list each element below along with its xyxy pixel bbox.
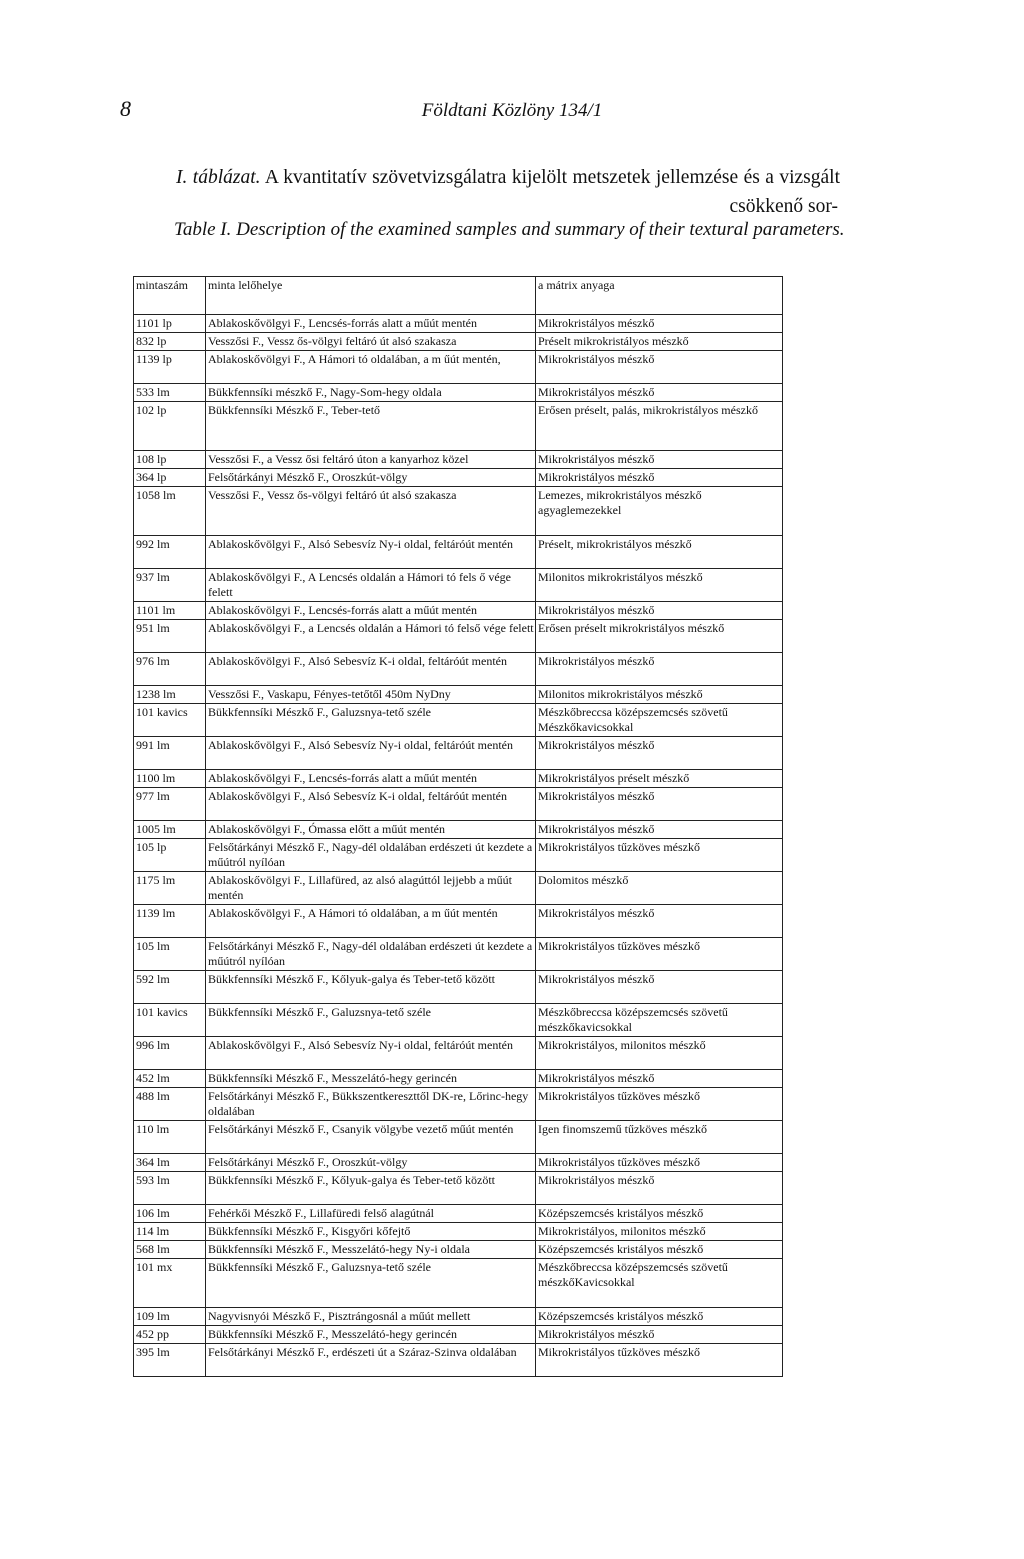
cell-sample-id: 1139 lp: [134, 351, 206, 384]
table-row: [134, 872, 783, 905]
cell-matrix: Középszemcsés kristályos mészkő: [536, 1308, 783, 1326]
cell-sample-id: 976 lm: [134, 653, 206, 686]
cell-matrix: Lemezes, mikrokristályos mészkő agyaglemezekkel: [536, 487, 783, 536]
header-sample-id: mintaszám: [134, 277, 206, 315]
table-row: [134, 1259, 783, 1308]
cell-sample-id: 593 lm: [134, 1172, 206, 1205]
cell-location: Bükkfennsíki Mészkő F., Galuzsnya-tető széle: [206, 1259, 536, 1308]
cell-matrix: Mikrokristályos mészkő: [536, 971, 783, 1004]
cell-sample-id: 488 lm: [134, 1088, 206, 1121]
cell-matrix: Mikrokristályos mészkő: [536, 451, 783, 469]
cell-location: Vesszősi F., Vessz ős-völgyi feltáró út alsó szakasza: [206, 487, 536, 536]
cell-sample-id: 105 lm: [134, 938, 206, 971]
cell-sample-id: 101 mx: [134, 1259, 206, 1308]
cell-location: Fehérkői Mészkő F., Lillafüredi felső alagútnál: [206, 1205, 536, 1223]
cell-matrix: Erősen préselt, palás, mikrokristályos mészkő: [536, 402, 783, 451]
table-row: [134, 1241, 783, 1259]
table-row: [134, 469, 783, 487]
cell-sample-id: 1058 lm: [134, 487, 206, 536]
caption-english: Table I. Description of the examined samples and summary of their textural parameters.: [174, 219, 845, 240]
cell-location: Ablakoskővölgyi F., Lencsés-forrás alatt a műút mentén: [206, 770, 536, 788]
cell-location: Bükkfennsíki Mészkő F., Messzelátó-hegy gerincén: [206, 1326, 536, 1344]
cell-sample-id: 1139 lm: [134, 905, 206, 938]
cell-location: Nagyvisnyói Mészkő F., Pisztrángosnál a műút mellett: [206, 1308, 536, 1326]
cell-location: Ablakoskővölgyi F., A Hámori tó oldalában, a m űút mentén,: [206, 351, 536, 384]
cell-matrix: Mikrokristályos mészkő: [536, 1070, 783, 1088]
table-header-row: [134, 277, 783, 315]
cell-sample-id: 1101 lm: [134, 602, 206, 620]
table-row: [134, 487, 783, 536]
cell-matrix: Mikrokristályos mészkő: [536, 1326, 783, 1344]
table-row: [134, 737, 783, 770]
cell-location: Ablakoskővölgyi F., Alsó Sebesvíz Ny-i oldal, feltáróút mentén: [206, 536, 536, 569]
cell-sample-id: 996 lm: [134, 1037, 206, 1070]
cell-location: Ablakoskővölgyi F., Alsó Sebesvíz Ny-i oldal, feltáróút mentén: [206, 737, 536, 770]
cell-location: Bükkfennsíki Mészkő F., Kőlyuk-galya és Teber-tető között: [206, 971, 536, 1004]
table-row: [134, 1308, 783, 1326]
cell-matrix: Mikrokristályos tűzköves mészkő: [536, 839, 783, 872]
cell-location: Ablakoskővölgyi F., a Lencsés oldalán a Hámori tó felső vége felett: [206, 620, 536, 653]
cell-sample-id: 1100 lm: [134, 770, 206, 788]
cell-matrix: Mikrokristályos, milonitos mészkő: [536, 1037, 783, 1070]
cell-sample-id: 114 lm: [134, 1223, 206, 1241]
cell-matrix: Mikrokristályos mészkő: [536, 315, 783, 333]
cell-matrix: Mikrokristályos mészkő: [536, 351, 783, 384]
cell-location: Felsőtárkányi Mészkő F., Oroszkút-völgy: [206, 469, 536, 487]
cell-matrix: Mikrokristályos mészkő: [536, 653, 783, 686]
caption-label: I. táblázat.: [176, 167, 261, 188]
caption-text: A kvantitatív szövetvizsgálatra kijelölt metszetek jellemzése és a vizsgált: [264, 167, 840, 188]
cell-sample-id: 977 lm: [134, 788, 206, 821]
cell-matrix: Mészkőbreccsa középszemcsés szövetű mészkőkavicsokkal: [536, 1004, 783, 1037]
cell-sample-id: 568 lm: [134, 1241, 206, 1259]
cell-location: Bükkfennsíki Mészkő F., Messzelátó-hegy Ny-i oldala: [206, 1241, 536, 1259]
table-row: [134, 315, 783, 333]
table-row: [134, 839, 783, 872]
cell-location: Bükkfennsíki Mészkő F., Kőlyuk-galya és Teber-tető között: [206, 1172, 536, 1205]
table-row: [134, 1172, 783, 1205]
cell-matrix: Középszemcsés kristályos mészkő: [536, 1205, 783, 1223]
cell-location: Ablakoskővölgyi F., A Hámori tó oldalában, a m űút mentén: [206, 905, 536, 938]
cell-sample-id: 106 lm: [134, 1205, 206, 1223]
cell-sample-id: 364 lm: [134, 1154, 206, 1172]
cell-matrix: Mikrokristályos mészkő: [536, 905, 783, 938]
table-row: [134, 686, 783, 704]
cell-matrix: Középszemcsés kristályos mészkő: [536, 1241, 783, 1259]
table-row: [134, 1070, 783, 1088]
cell-matrix: Erősen préselt mikrokristályos mészkő: [536, 620, 783, 653]
header-matrix: a mátrix anyaga: [536, 277, 783, 315]
cell-location: Ablakoskővölgyi F., Alsó Sebesvíz K-i oldal, feltáróút mentén: [206, 788, 536, 821]
cell-location: Vesszősi F., a Vessz ősi feltáró úton a kanyarhoz közel: [206, 451, 536, 469]
cell-location: Ablakoskővölgyi F., Alsó Sebesvíz K-i oldal, feltáróút mentén: [206, 653, 536, 686]
cell-matrix: Milonitos mikrokristályos mészkő: [536, 686, 783, 704]
cell-sample-id: 109 lm: [134, 1308, 206, 1326]
cell-location: Felsőtárkányi Mészkő F., Nagy-dél oldalában erdészeti út kezdete a műútról nyílóan: [206, 839, 536, 872]
cell-location: Bükkfennsíki Mészkő F., Teber-tető: [206, 402, 536, 451]
table-row: [134, 1326, 783, 1344]
cell-matrix: Mészkőbreccsa középszemcsés szövetű mészkőKavicsokkal: [536, 1259, 783, 1308]
page-number: 8: [120, 96, 131, 121]
cell-sample-id: 951 lm: [134, 620, 206, 653]
cell-sample-id: 101 kavics: [134, 1004, 206, 1037]
cell-sample-id: 1238 lm: [134, 686, 206, 704]
table-row: [134, 704, 783, 737]
cell-matrix: Préselt mikrokristályos mészkő: [536, 333, 783, 351]
cell-matrix: Mikrokristályos tűzköves mészkő: [536, 1344, 783, 1377]
cell-location: Bükkfennsíki Mészkő F., Kisgyőri kőfejtő: [206, 1223, 536, 1241]
table-row: [134, 351, 783, 384]
cell-location: Ablakoskővölgyi F., Lencsés-forrás alatt a műút mentén: [206, 315, 536, 333]
table-row: [134, 402, 783, 451]
cell-matrix: Igen finomszemű tűzköves mészkő: [536, 1121, 783, 1154]
table-row: [134, 1154, 783, 1172]
cell-sample-id: 395 lm: [134, 1344, 206, 1377]
table-row: [134, 1037, 783, 1070]
cell-location: Ablakoskővölgyi F., A Lencsés oldalán a Hámori tó fels ő vége felett: [206, 569, 536, 602]
table-row: [134, 938, 783, 971]
cell-matrix: Mikrokristályos mészkő: [536, 1172, 783, 1205]
cell-sample-id: 1005 lm: [134, 821, 206, 839]
cell-location: Ablakoskővölgyi F., Lencsés-forrás alatt a műút mentén: [206, 602, 536, 620]
cell-location: Felsőtárkányi Mészkő F., Oroszkút-völgy: [206, 1154, 536, 1172]
cell-location: Felsőtárkányi Mészkő F., Csanyik völgybe vezető műút mentén: [206, 1121, 536, 1154]
cell-sample-id: 110 lm: [134, 1121, 206, 1154]
table-row: [134, 536, 783, 569]
table-row: [134, 770, 783, 788]
cell-matrix: Mikrokristályos mészkő: [536, 788, 783, 821]
cell-location: Ablakoskővölgyi F., Ómassa előtt a műút mentén: [206, 821, 536, 839]
journal-title: Földtani Közlöny 134/1: [421, 100, 603, 121]
table-row: [134, 971, 783, 1004]
header-location: minta lelőhelye: [206, 277, 536, 315]
cell-matrix: Mikrokristályos mészkő: [536, 469, 783, 487]
table-row: [134, 788, 783, 821]
cell-matrix: Mészkőbreccsa középszemcsés szövetű Mészkőkavicsokkal: [536, 704, 783, 737]
table-row: [134, 1205, 783, 1223]
cell-matrix: Mikrokristályos préselt mészkő: [536, 770, 783, 788]
cell-matrix: Mikrokristályos tűzköves mészkő: [536, 938, 783, 971]
cell-sample-id: 108 lp: [134, 451, 206, 469]
cell-sample-id: 832 lp: [134, 333, 206, 351]
cell-sample-id: 101 kavics: [134, 704, 206, 737]
table-row: [134, 1088, 783, 1121]
cell-matrix: Mikrokristályos mészkő: [536, 602, 783, 620]
cell-matrix: Milonitos mikrokristályos mészkő: [536, 569, 783, 602]
caption-hungarian-continued: csökkenő sor-: [729, 196, 838, 217]
table-row: [134, 905, 783, 938]
table-row: [134, 569, 783, 602]
table-row: [134, 384, 783, 402]
cell-sample-id: 452 lm: [134, 1070, 206, 1088]
cell-location: Vesszősi F., Vaskapu, Fényes-tetőtől 450m NyDny: [206, 686, 536, 704]
table-row: [134, 451, 783, 469]
samples-table: [133, 276, 783, 1377]
table-row: [134, 602, 783, 620]
cell-matrix: Préselt, mikrokristályos mészkő: [536, 536, 783, 569]
cell-location: Bükkfennsíki Mészkő F., Galuzsnya-tető széle: [206, 1004, 536, 1037]
cell-sample-id: 937 lm: [134, 569, 206, 602]
table-row: [134, 653, 783, 686]
cell-matrix: Mikrokristályos mészkő: [536, 821, 783, 839]
cell-location: Ablakoskővölgyi F., Lillafüred, az alsó alagúttól lejjebb a műút mentén: [206, 872, 536, 905]
cell-location: Bükkfennsíki mészkő F., Nagy-Som-hegy oldala: [206, 384, 536, 402]
cell-sample-id: 102 lp: [134, 402, 206, 451]
table-row: [134, 620, 783, 653]
table-row: [134, 1121, 783, 1154]
cell-sample-id: 1175 lm: [134, 872, 206, 905]
cell-matrix: Mikrokristályos tűzköves mészkő: [536, 1154, 783, 1172]
cell-sample-id: 533 lm: [134, 384, 206, 402]
cell-sample-id: 452 pp: [134, 1326, 206, 1344]
table-row: [134, 333, 783, 351]
cell-sample-id: 992 lm: [134, 536, 206, 569]
cell-matrix: Dolomitos mészkő: [536, 872, 783, 905]
cell-matrix: Mikrokristályos tűzköves mészkő: [536, 1088, 783, 1121]
cell-matrix: Mikrokristályos, milonitos mészkő: [536, 1223, 783, 1241]
cell-location: Bükkfennsíki Mészkő F., Messzelátó-hegy gerincén: [206, 1070, 536, 1088]
table-row: [134, 821, 783, 839]
cell-location: Vesszősi F., Vessz ős-völgyi feltáró út alsó szakasza: [206, 333, 536, 351]
cell-sample-id: 105 lp: [134, 839, 206, 872]
table-row: [134, 1004, 783, 1037]
cell-sample-id: 364 lp: [134, 469, 206, 487]
cell-sample-id: 1101 lp: [134, 315, 206, 333]
cell-matrix: Mikrokristályos mészkő: [536, 737, 783, 770]
table-row: [134, 1223, 783, 1241]
cell-sample-id: 991 lm: [134, 737, 206, 770]
cell-location: Bükkfennsíki Mészkő F., Galuzsnya-tető széle: [206, 704, 536, 737]
table-row: [134, 1344, 783, 1377]
cell-location: Felsőtárkányi Mészkő F., Bükkszentkereszttől DK-re, Lőrinc-hegy oldalában: [206, 1088, 536, 1121]
cell-sample-id: 592 lm: [134, 971, 206, 1004]
cell-location: Felsőtárkányi Mészkő F., Nagy-dél oldalában erdészeti út kezdete a műútról nyílóan: [206, 938, 536, 971]
cell-location: Felsőtárkányi Mészkő F., erdészeti út a Száraz-Szinva oldalában: [206, 1344, 536, 1377]
cell-location: Ablakoskővölgyi F., Alsó Sebesvíz Ny-i oldal, feltáróút mentén: [206, 1037, 536, 1070]
caption-hungarian: [176, 166, 840, 190]
cell-matrix: Mikrokristályos mészkő: [536, 384, 783, 402]
